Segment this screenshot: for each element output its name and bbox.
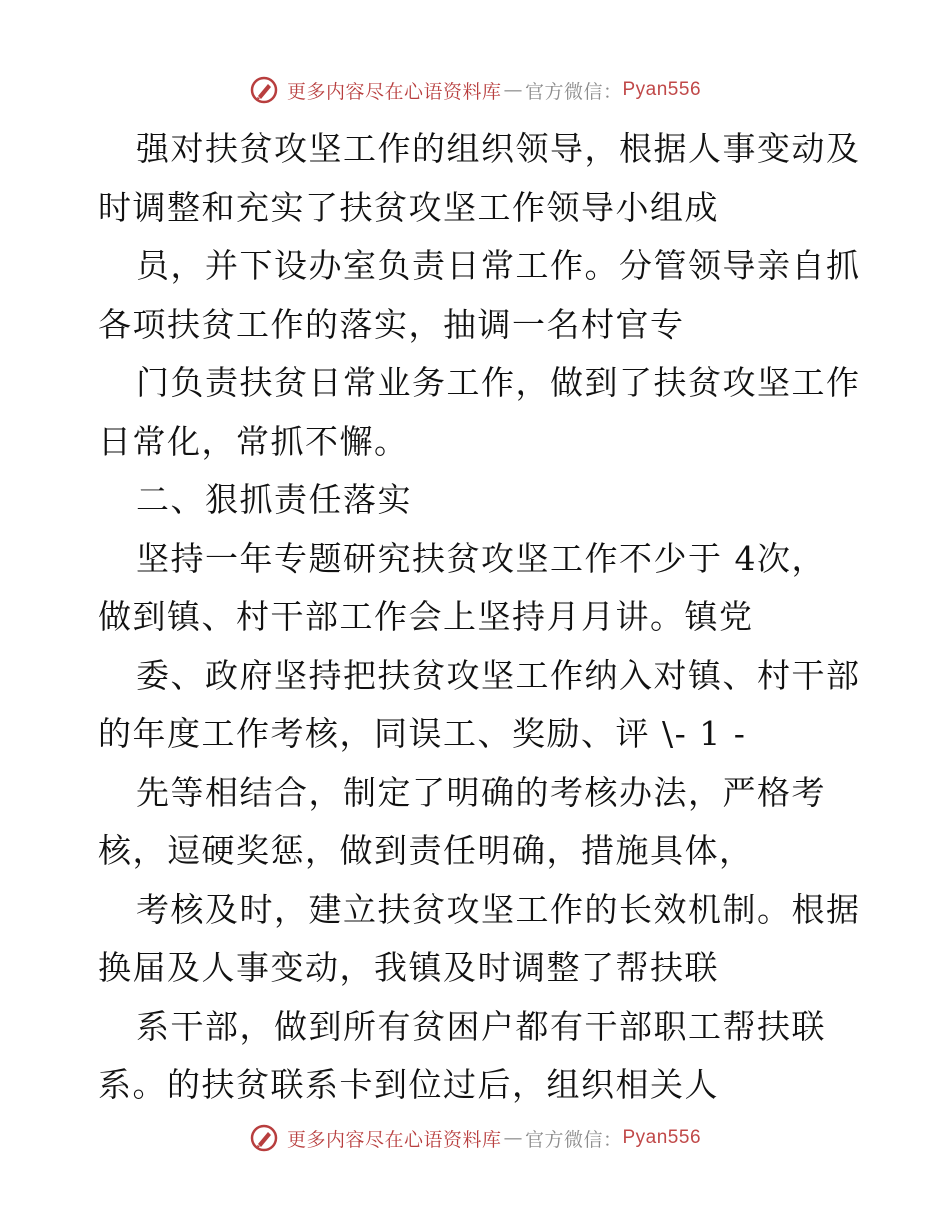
watermark-id: Pyan556 <box>622 79 702 100</box>
watermark-separator: — <box>503 79 523 101</box>
text-line: 换届及人事变动，我镇及时调整了帮扶联 <box>98 948 719 987</box>
text-line: 委、政府坚持把扶贫攻坚工作纳入对镇、村干部 <box>136 655 861 695</box>
watermark-official: 官方微信： <box>524 1128 623 1151</box>
watermark-id: Pyan556 <box>622 1127 702 1148</box>
watermark-separator: — <box>503 1127 523 1149</box>
document-body <box>98 120 861 1115</box>
text-line: 强对扶贫攻坚工作的组织领导，根据人事变动及 <box>136 129 861 168</box>
text-line: 日常化，常抓不懈。 <box>98 421 409 461</box>
pen-logo-icon <box>249 1123 279 1153</box>
text-line: 时调整和充实了扶贫攻坚工作领导小组成 <box>98 187 719 227</box>
watermark-text: 更多内容尽在心语资料库 <box>286 1128 502 1151</box>
text-line: 做到镇、村干部工作会上坚持月月讲。镇党 <box>98 597 754 636</box>
text-line: 先等相结合，制定了明确的考核办法，严格考 <box>136 772 826 812</box>
text-line: 核，逗硬奖惩，做到责任明确，措施具体， <box>98 831 754 870</box>
footer-watermark <box>0 1118 950 1158</box>
watermark-text: 更多内容尽在心语资料库 <box>286 80 502 103</box>
text-line: 的年度工作考核，同误工、奖励、评 \- 1 - <box>98 714 747 753</box>
watermark-official: 官方微信： <box>524 80 623 103</box>
text-line: 员，并下设办室负责日常工作。分管领导亲自抓 <box>136 246 861 285</box>
header-watermark <box>0 70 950 110</box>
text-line: 各项扶贫工作的落实，抽调一名村官专 <box>98 304 685 344</box>
text-line: 坚持一年专题研究扶贫攻坚工作不少于 4次， <box>136 538 826 578</box>
text-line: 考核及时，建立扶贫攻坚工作的长效机制。根据 <box>136 889 861 929</box>
text-line: 系。的扶贫联系卡到位过后，组织相关人 <box>98 1065 719 1104</box>
text-line: 系干部，做到所有贫困户都有干部职工帮扶联 <box>136 1006 826 1046</box>
section-heading: 二、狠抓责任落实 <box>136 480 412 519</box>
text-line: 门负责扶贫日常业务工作，做到了扶贫攻坚工作 <box>136 363 861 402</box>
pen-logo-icon <box>249 75 279 105</box>
